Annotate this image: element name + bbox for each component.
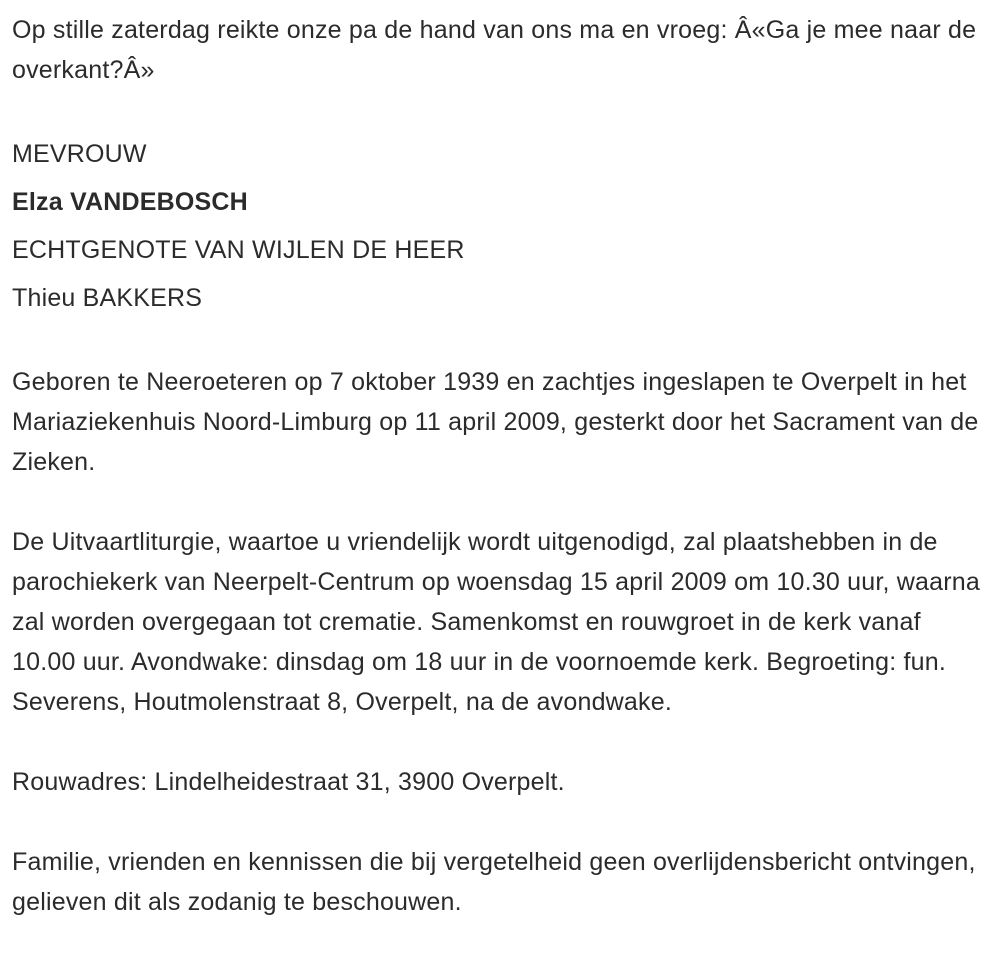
- title-mevrouw: MEVROUW: [12, 140, 147, 168]
- birth-death-paragraph: Geboren te Neeroeteren op 7 oktober 1939 en zachtjes ingeslapen te Overpelt in het Mariaziekenhuis Noord-Limburg op 11 april 2009, gesterkt door het Sacrament van de Zieken.: [12, 368, 979, 476]
- spouse-name: Thieu BAKKERS: [12, 284, 203, 312]
- intro-paragraph: Op stille zaterdag reikte onze pa de hand van ons ma en vroeg: Â«Ga je mee naar de overkant?Â»: [12, 16, 977, 84]
- funeral-details-paragraph: De Uitvaartliturgie, waartoe u vriendelijk wordt uitgenodigd, zal plaatshebben in de parochiekerk van Neerpelt-Centrum op woensdag 15 april 2009 om 10.30 uur, waarna zal worden overgegaan tot crematie. Samenkomst en rouwgroet in de kerk vanaf 10.00 uur. Avondwake: dinsdag om 18 uur in de voornoemde kerk. Begroeting: fun. Severens, Houtmolenstraat 8, Overpelt, na de avondwake.: [12, 528, 980, 716]
- mourning-address-paragraph: Rouwadres: Lindelheidestraat 31, 3900 Overpelt.: [12, 768, 565, 796]
- deceased-name: Elza VANDEBOSCH: [12, 188, 248, 216]
- deceased-heading: [12, 130, 986, 322]
- spouse-intro-line: ECHTGENOTE VAN WIJLEN DE HEER: [12, 236, 465, 264]
- closing-paragraph: Familie, vrienden en kennissen die bij vergetelheid geen overlijdensbericht ontvingen, gelieven dit als zodanig te beschouwen.: [12, 848, 976, 916]
